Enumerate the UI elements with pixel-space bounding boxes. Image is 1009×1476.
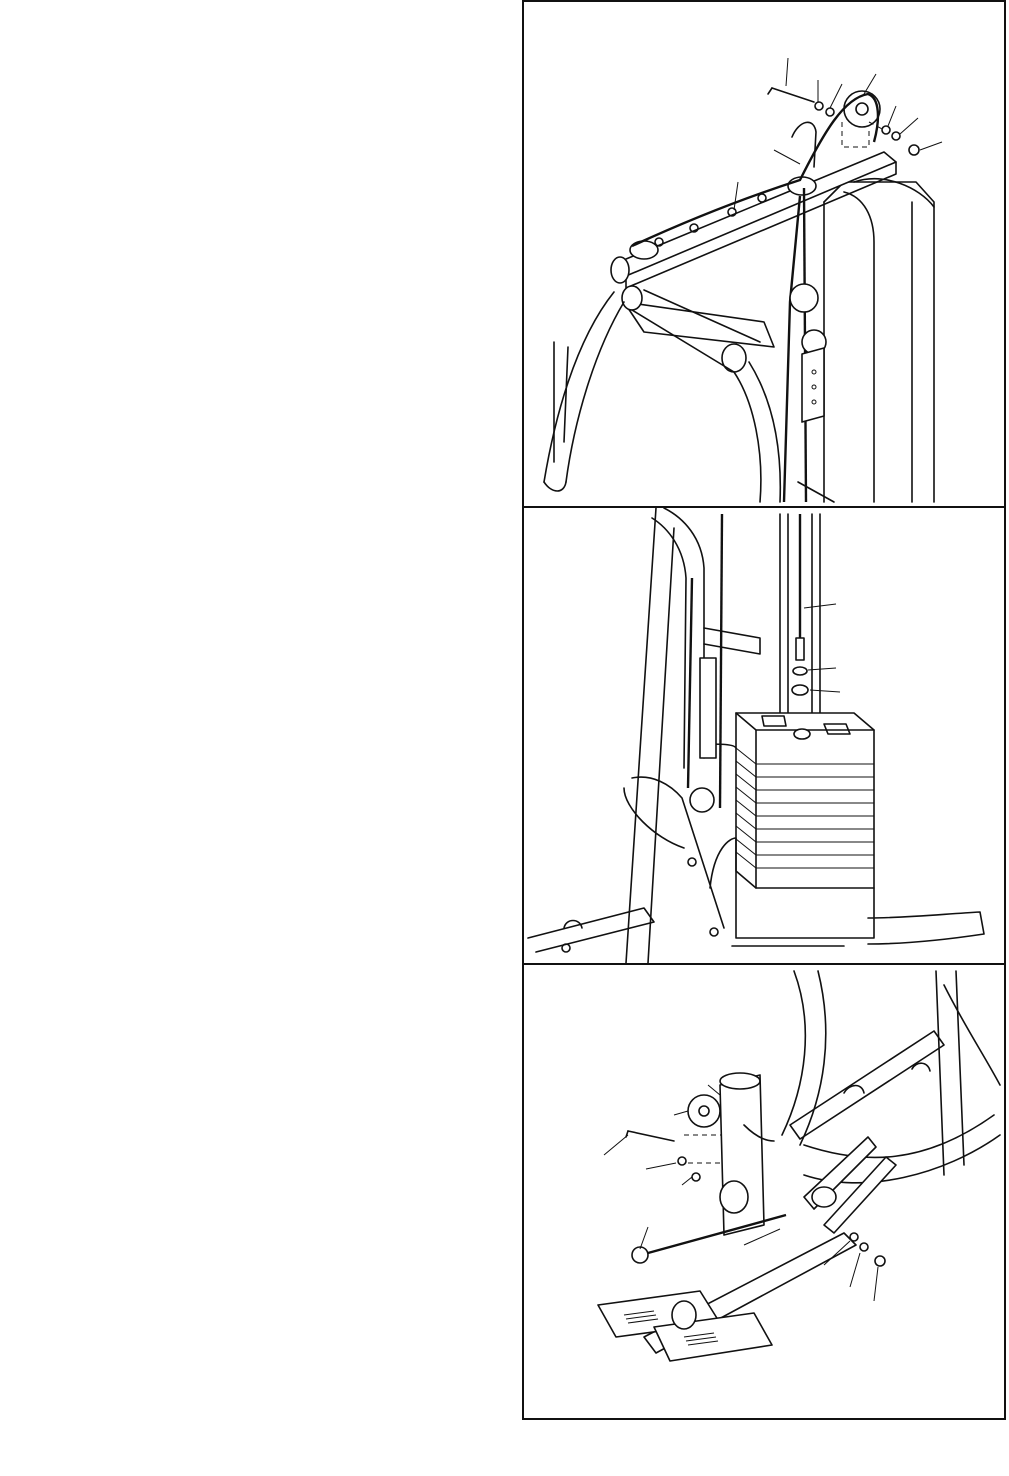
diagram-panel-1 [524, 2, 1004, 508]
nut [875, 1256, 885, 1266]
high-pulley-illustration [524, 2, 1004, 506]
diagram-panel-2 [524, 508, 1004, 965]
spring-tube [700, 658, 716, 758]
rear-bracket [624, 302, 774, 347]
washer [678, 1157, 686, 1165]
top-beam [614, 152, 896, 276]
cable [648, 1215, 786, 1253]
assembly-diagram-frame [522, 0, 1006, 1420]
cable-end-bolt [796, 638, 804, 660]
pulley [688, 1095, 720, 1127]
selector-top [794, 729, 810, 739]
leg-lever-illustration [524, 965, 1004, 1420]
spacer [692, 1173, 700, 1181]
nut [909, 145, 919, 155]
washer-2 [892, 132, 900, 140]
pulley-middle [788, 177, 816, 195]
washer [792, 685, 808, 695]
rear-upright [782, 971, 805, 1135]
weight-stack-illustration [524, 508, 1004, 963]
cross-beam [790, 1031, 944, 1139]
upright-post-right [824, 182, 934, 502]
bolt [772, 88, 814, 102]
base-tube [868, 912, 984, 944]
diagram-panel-3 [524, 965, 1004, 1420]
spacer-2 [860, 1243, 868, 1251]
spacer [826, 108, 834, 116]
side-pulley [790, 284, 818, 312]
cable-end [632, 1247, 648, 1263]
nut [793, 667, 807, 675]
bolt [628, 1131, 674, 1141]
lower-pulley [690, 788, 714, 812]
spacer-2 [882, 126, 890, 134]
washer [815, 102, 823, 110]
